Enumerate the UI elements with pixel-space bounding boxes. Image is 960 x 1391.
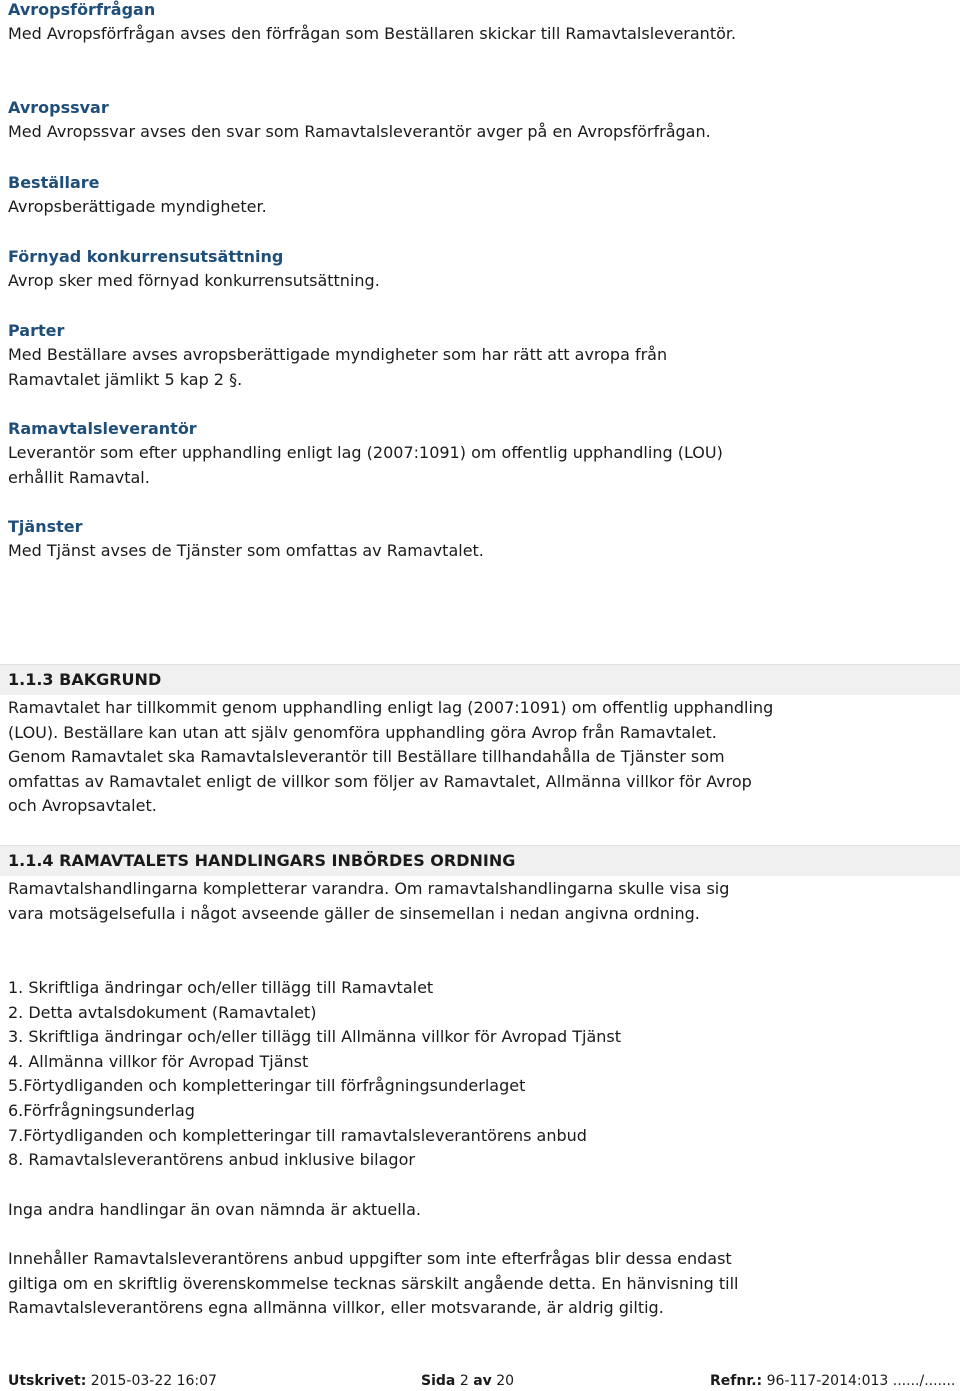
- footer-ref-label: Refnr.:: [710, 1373, 763, 1389]
- section-note: Innehåller Ramavtalsleverantörens anbud uppgifter som inte efterfrågas blir dessa endast giltiga om en skriftlig överenskommelse tecknas särskilt angående detta. En hänvisning till Ramavtalsleverantörens egna allmänna villkor, eller motsvarande, är aldrig giltig.: [8, 1249, 739, 1317]
- definition-term: Parter: [8, 321, 65, 340]
- list-item: 3. Skriftliga ändringar och/eller tillägg till Allmänna villkor för Avropad Tjänst: [8, 1027, 622, 1047]
- definition-term: Avropsförfrågan: [8, 0, 156, 19]
- list-item: 7.Förtydliganden och kompletteringar till ramavtalsleverantörens anbud: [8, 1125, 587, 1145]
- footer-printed-label: Utskrivet:: [8, 1373, 87, 1389]
- definition-text: Med Avropsförfrågan avses den förfrågan som Beställaren skickar till Ramavtalsleverantör.: [8, 24, 737, 43]
- section-title-bakgrund: 1.1.3 BAKGRUND: [8, 670, 162, 689]
- section-note: Inga andra handlingar än ovan nämnda är aktuella.: [8, 1200, 421, 1219]
- footer-ref: [710, 1372, 955, 1390]
- definition-term: Avropssvar: [8, 98, 109, 117]
- document-order-list: [8, 976, 621, 1173]
- list-item: 6.Förfrågningsunderlag: [8, 1100, 195, 1120]
- definition-term: Förnyad konkurrensutsättning: [8, 247, 284, 266]
- definition-text: Med Tjänst avses de Tjänster som omfattas av Ramavtalet.: [8, 541, 484, 560]
- definition-term: Ramavtalsleverantör: [8, 419, 197, 438]
- definition-text: Avropsberättigade myndigheter.: [8, 197, 267, 216]
- list-item: 8. Ramavtalsleverantörens anbud inklusive bilagor: [8, 1150, 415, 1170]
- definition-term: Tjänster: [8, 517, 83, 536]
- footer-page-current: 2: [459, 1373, 469, 1389]
- section-paragraph: Ramavtalet har tillkommit genom upphandling enligt lag (2007:1091) om offentlig upphandling (LOU). Beställare kan utan att själv genomföra upphandling göra Avrop från Ramavtalet. Genom Ramavtalet ska Ramavtalsleverantör till Beställare tillhandahålla de Tjänster som omfattas av Ramavtalet enligt de villkor som följer av Ramavtalet, Allmänna villkor för Avrop och Avropsavtalet.: [8, 698, 774, 815]
- list-item: 1. Skriftliga ändringar och/eller tillägg till Ramavtalet: [8, 978, 434, 997]
- definition-text: Avrop sker med förnyad konkurrensutsättning.: [8, 271, 380, 290]
- footer-page-of: av: [473, 1373, 492, 1389]
- definition-text: Med Avropssvar avses den svar som Ramavtalsleverantör avger på en Avropsförfrågan.: [8, 122, 711, 141]
- section-paragraph: Ramavtalshandlingarna kompletterar varandra. Om ramavtalshandlingarna skulle visa sig vara motsägelsefulla i något avseende gäller de sinsemellan i nedan angivna ordning.: [8, 879, 730, 923]
- section-title-ordning: 1.1.4 RAMAVTALETS HANDLINGARS INBÖRDES ORDNING: [8, 851, 516, 870]
- definition-text: Leverantör som efter upphandling enligt lag (2007:1091) om offentlig upphandling (LOU) erhållit Ramavtal.: [8, 443, 723, 487]
- definition-term: Beställare: [8, 173, 100, 192]
- footer-page-total: 20: [496, 1373, 515, 1389]
- list-item: 4. Allmänna villkor för Avropad Tjänst: [8, 1051, 309, 1071]
- footer-page-label: Sida: [421, 1373, 456, 1389]
- footer-page: [421, 1372, 514, 1390]
- footer-ref-value: 96-117-2014:013 ....../.......: [766, 1373, 956, 1389]
- footer-printed-value: 2015-03-22 16:07: [90, 1373, 217, 1389]
- definition-text: Med Beställare avses avropsberättigade myndigheter som har rätt att avropa från Ramavtalet jämlikt 5 kap 2 §.: [8, 345, 668, 389]
- list-item: 2. Detta avtalsdokument (Ramavtalet): [8, 1002, 317, 1022]
- list-item: 5.Förtydliganden och kompletteringar till förfrågningsunderlaget: [8, 1076, 526, 1096]
- footer-printed: [8, 1372, 217, 1390]
